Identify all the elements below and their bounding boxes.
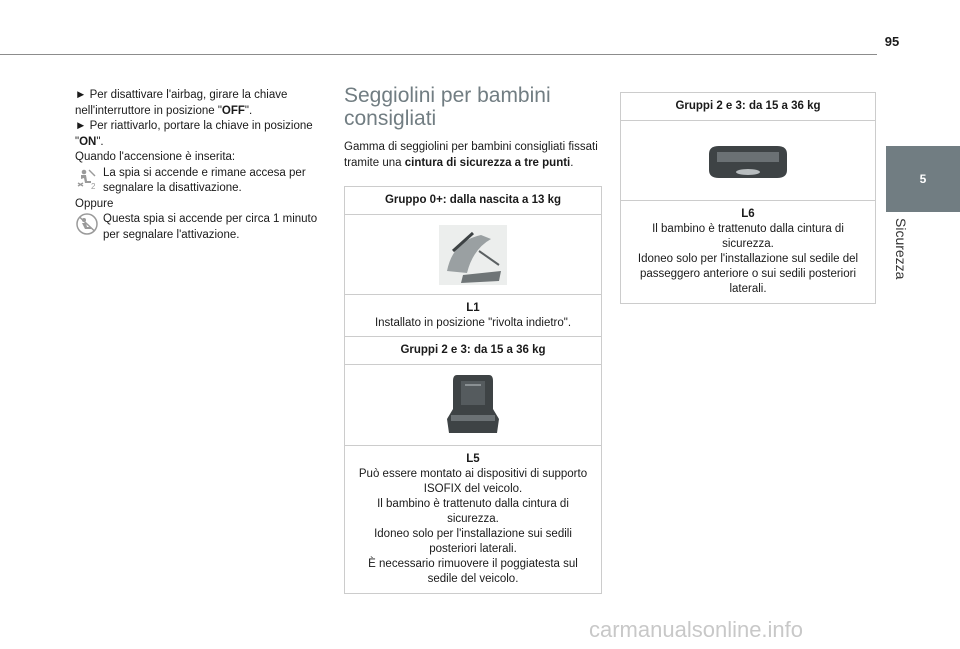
highback-booster-icon: [443, 371, 503, 439]
indicator-row-off: [75, 166, 330, 197]
card-line: Il bambino è trattenuto dalla cintura di sicurezza.: [377, 498, 569, 525]
or-text: Oppure: [75, 197, 114, 210]
deactivate-step: ► Per disattivare l'airbag, girare la chiave nell'interruttore in posizione "OFF".: [75, 89, 288, 117]
card-header: Gruppo 0+: dalla nascita a 13 kg: [345, 187, 601, 215]
card-line: Installato in posizione "rivolta indietro".: [374, 317, 572, 329]
card-body: [345, 446, 601, 593]
card-body: [621, 201, 875, 303]
seat-card-l5: [344, 336, 602, 594]
infant-carrier-icon: [433, 221, 513, 289]
indicator-off-text: La spia si accende e rimane accesa per segnalare la disattivazione.: [103, 166, 306, 194]
top-divider: [0, 54, 877, 55]
section-title: Seggiolini per bambini consigliati: [344, 84, 551, 130]
card-line: Idoneo solo per l'installazione sui sedili posteriori laterali.: [374, 528, 572, 555]
seat-code: L5: [466, 453, 480, 465]
chapter-tab[interactable]: [886, 146, 960, 212]
indicator-on-text: Questa spia si accende per circa 1 minuto per segnalare l'attivazione.: [103, 213, 318, 241]
recommended-seats-section: [344, 84, 602, 171]
card-line: Idoneo solo per l'installazione sul sedile del passeggero anteriore o sui sedili posteriori laterali.: [637, 253, 859, 295]
svg-text:2: 2: [91, 181, 96, 190]
watermark: carmanualsonline.info: [589, 617, 804, 642]
airbag-on-warning-icon: [75, 212, 103, 242]
card-header: Gruppi 2 e 3: da 15 a 36 kg: [621, 93, 875, 121]
seat-card-l1: [344, 186, 602, 338]
card-header: Gruppi 2 e 3: da 15 a 36 kg: [345, 337, 601, 365]
booster-cushion-icon: [703, 136, 793, 186]
card-body: [345, 295, 601, 337]
airbag-off-warning-icon: [75, 166, 103, 196]
booster-cushion-image: [621, 121, 875, 201]
seat-code: L1: [466, 302, 480, 314]
chapter-title: Sicurezza: [893, 218, 909, 280]
seat-code: L6: [741, 208, 755, 220]
card-line: Può essere montato ai dispositivi di supporto ISOFIX del veicolo.: [358, 468, 588, 495]
ignition-note: Quando l'accensione è inserita:: [75, 151, 236, 163]
card-line: Il bambino è trattenuto dalla cintura di sicurezza.: [652, 223, 844, 250]
booster-highback-image: [345, 365, 601, 446]
card-line: È necessario rimuovere il poggiatesta sul sedile del veicolo.: [368, 558, 578, 585]
section-intro: Gamma di seggiolini per bambini consigliati fissati tramite una cintura di sicurezza a tre punti.: [344, 141, 598, 169]
seat-card-l6: [620, 92, 876, 304]
airbag-instructions: [75, 88, 330, 243]
infant-carrier-image: [345, 215, 601, 295]
chapter-number: 5: [919, 172, 927, 186]
indicator-row-on: [75, 212, 330, 243]
reactivate-step: ► Per riattivarlo, portare la chiave in posizione "ON".: [75, 120, 313, 148]
page-number: 95: [884, 34, 900, 49]
